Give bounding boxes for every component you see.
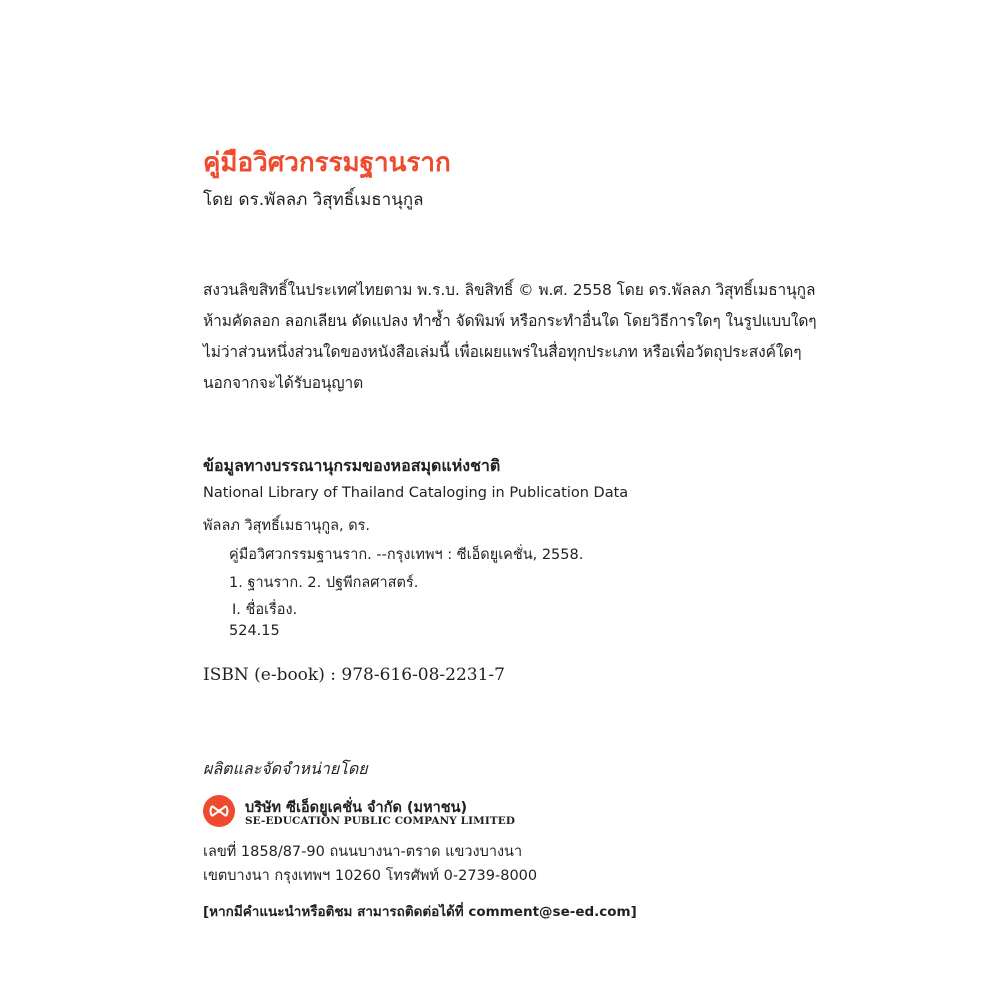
company-name-english: SE-EDUCATION PUBLIC COMPANY LIMITED [245, 815, 516, 827]
book-author: โดย ดร.พัลลภ วิสุทธิ์เมธานุกูล [203, 190, 424, 210]
cip-title-entry: คู่มือวิศวกรรมฐานราก. --กรุงเทพฯ : ซีเอ็ดยูเคชั่น, 2558. [229, 547, 584, 563]
copyright-line: นอกจากจะได้รับอนุญาต [203, 374, 364, 392]
cip-title-subject: I. ชื่อเรื่อง. [232, 602, 298, 618]
copyright-line: ห้ามคัดลอก ลอกเลียน ดัดแปลง ทำซ้ำ จัดพิมพ์ หรือกระทำอื่นใด โดยวิธีการใดๆ ในรูปแบบใดๆ [203, 312, 817, 330]
contact-note: [หากมีคำแนะนำหรือติชม สามารถติดต่อได้ที่ comment@se-ed.com] [203, 904, 637, 920]
isbn: ISBN (e-book) : 978-616-08-2231-7 [203, 665, 505, 685]
copyright-line: ไม่ว่าส่วนหนึ่งส่วนใดของหนังสือเล่มนี้ เพื่อเผยแพร่ในสื่อทุกประเภท หรือเพื่อวัตถุประสงค์ใดๆ [203, 343, 802, 361]
cip-heading: ข้อมูลทางบรรณานุกรมของหอสมุดแห่งชาติ [203, 456, 501, 475]
book-title: คู่มือวิศวกรรมฐานราก [203, 148, 451, 178]
company-name-thai: บริษัท ซีเอ็ดยูเคชั่น จำกัด (มหาชน) [245, 800, 468, 816]
address-line: เขตบางนา กรุงเทพฯ 10260 โทรศัพท์ 0-2739-8000 [203, 868, 538, 884]
cip-subjects: 1. ฐานราก. 2. ปฐพีกลศาสตร์. [229, 575, 419, 591]
cip-classification: 524.15 [229, 623, 280, 639]
address-line: เลขที่ 1858/87-90 ถนนบางนา-ตราด แขวงบางนา [203, 844, 523, 860]
copyright-line: สงวนลิขสิทธิ์ในประเทศไทยตาม พ.ร.บ. ลิขสิทธิ์ © พ.ศ. 2558 โดย ดร.พัลลภ วิสุทธิ์เมธานุกูล [203, 281, 816, 299]
se-ed-logo-icon [203, 795, 235, 827]
cip-english-heading: National Library of Thailand Cataloging in Publication Data [203, 485, 629, 501]
cip-author: พัลลภ วิสุทธิ์เมธานุกูล, ดร. [203, 518, 371, 534]
producer-label: ผลิตและจัดจำหน่ายโดย [203, 759, 368, 778]
